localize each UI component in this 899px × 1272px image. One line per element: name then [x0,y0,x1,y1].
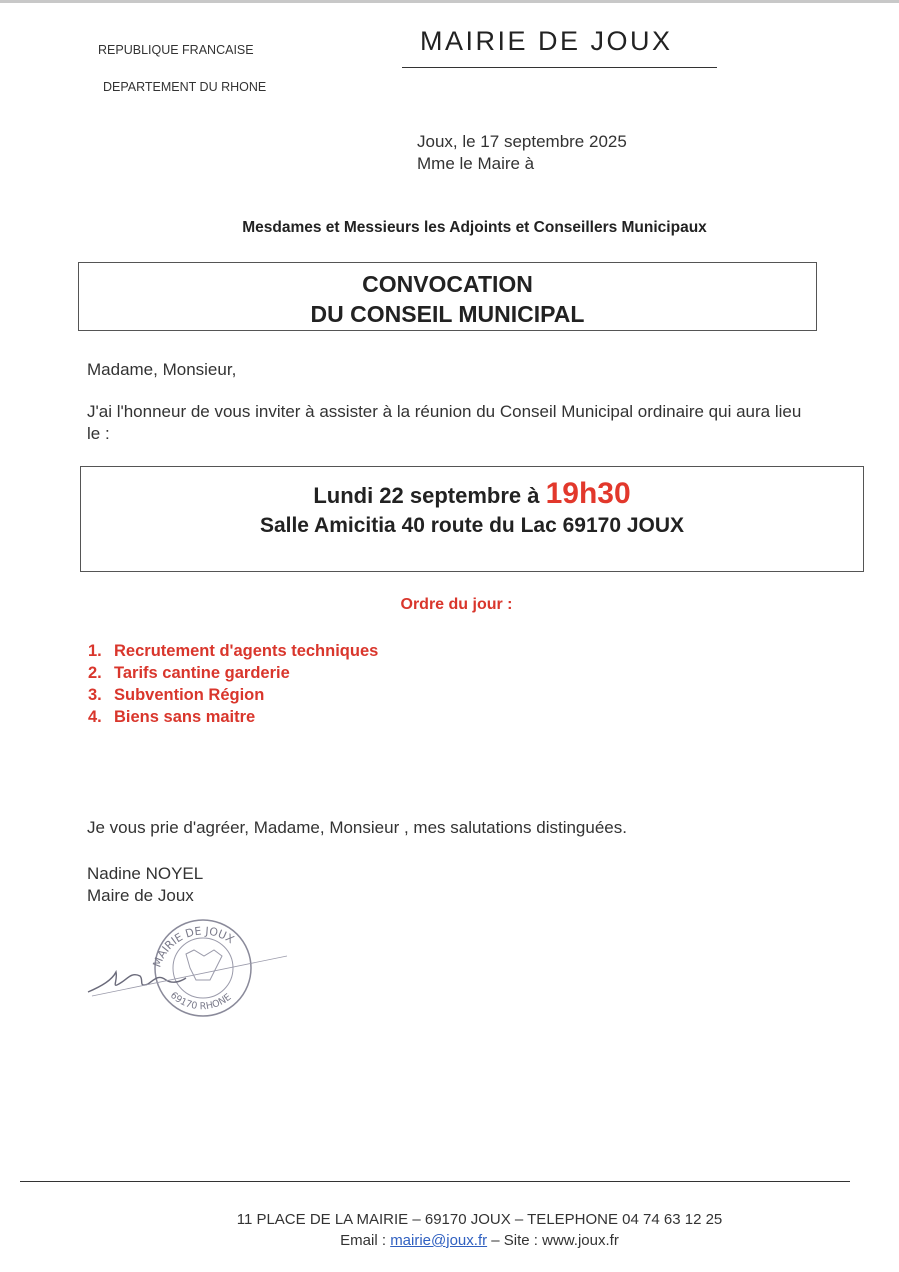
scan-edge-line [0,0,899,3]
agenda-item-text: Tarifs cantine garderie [114,664,290,682]
agenda-title: Ordre du jour : [400,596,513,613]
agenda-item-number: 1. [88,642,102,660]
agenda-item-text: Subvention Région [114,686,265,704]
from-line: Mme le Maire à [417,154,535,173]
stamp-inner-circle [173,938,233,998]
agenda-list [88,640,378,728]
footer-contact [0,1232,899,1249]
footer-divider [20,1181,850,1182]
recipients-line: Mesdames et Messieurs les Adjoints et Conseillers Municipaux [242,219,707,236]
agenda-item-text: Biens sans maitre [114,708,256,726]
agenda-item-number: 4. [88,708,102,726]
footer-email-label: Email : [340,1232,391,1249]
agenda-item-number: 2. [88,664,102,682]
signer-name: Nadine NOYEL [87,864,204,883]
date-line: Joux, le 17 septembre 2025 [417,132,627,151]
meeting-date-line [81,477,863,511]
title-underline [402,67,717,68]
mairie-stamp-and-signature [82,910,292,1020]
convocation-title-line2: DU CONSEIL MUNICIPAL [310,301,585,327]
agenda-item [88,684,378,706]
agenda-item-text: Recrutement d'agents techniques [114,642,379,660]
meeting-place: Salle Amicitia 40 route du Lac 69170 JOUX [259,514,685,537]
footer-address: 11 PLACE DE LA MAIRIE – 69170 JOUX – TELEPHONE 04 74 63 12 25 [236,1211,723,1228]
signer-title: Maire de Joux [87,886,194,905]
footer-email-link[interactable]: mairie@joux.fr [390,1232,488,1249]
convocation-title-line1: CONVOCATION [362,271,533,297]
signature-stroke [92,956,287,996]
footer-site: – Site : www.joux.fr [487,1232,619,1249]
signer-block [87,863,203,907]
greeting: Madame, Monsieur, [87,360,237,379]
convocation-title-box [78,262,817,331]
agenda-item [88,640,378,662]
intro-paragraph: J'ai l'honneur de vous inviter à assister à la réunion du Conseil Municipal ordinaire qui aura lieu le : [87,402,802,443]
departement-label: DEPARTEMENT DU RHONE [103,80,267,94]
meeting-hour: 19h30 [545,477,631,510]
meeting-day: Lundi 22 septembre à [313,483,546,508]
stamp-top-text: MAIRIE DE JOUX [150,924,237,970]
date-block [417,131,627,175]
meeting-info-box [80,466,864,572]
agenda-item-number: 3. [88,686,102,704]
mairie-title: MAIRIE DE JOUX [420,26,673,56]
closing-sentence: Je vous prie d'agréer, Madame, Monsieur , mes salutations distinguées. [87,818,627,837]
republique-label: REPUBLIQUE FRANCAISE [98,43,254,57]
signature [88,972,186,992]
agenda-item [88,662,378,684]
stamp-bottom-text: 69170 RHONE [167,989,234,1013]
agenda-item [88,706,378,728]
